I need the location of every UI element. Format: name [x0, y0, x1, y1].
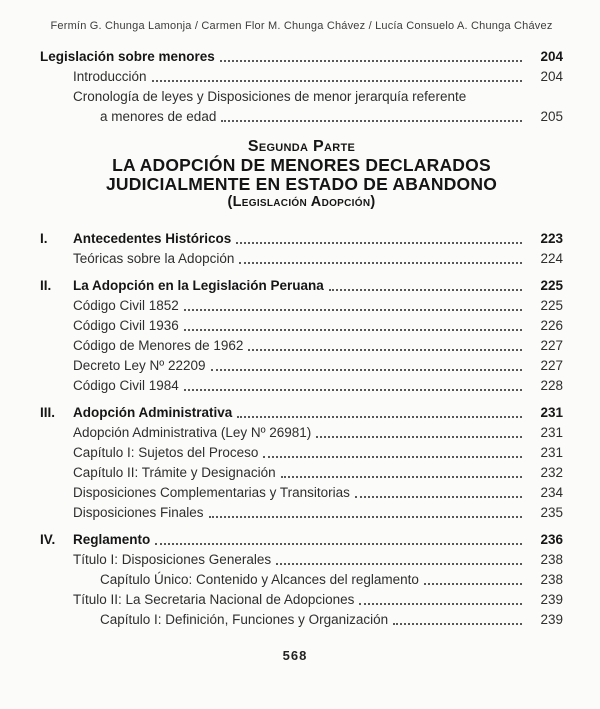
toc-entry — [40, 590, 563, 609]
toc-entry-title: Código Civil 1936 — [73, 318, 179, 333]
toc-entry-title: Adopción Administrativa (Ley Nº 26981) — [73, 425, 312, 440]
toc-entry-title: a menores de edad — [100, 109, 217, 124]
toc-entry-page: 228 — [540, 378, 563, 393]
toc-entry-page: 239 — [540, 592, 563, 607]
toc-entry-page: 227 — [540, 358, 563, 373]
toc-entry — [40, 249, 563, 268]
part-heading-title-line2: JUDICIALMENTE EN ESTADO DE ABANDONO — [105, 174, 498, 194]
toc-entry-page: 224 — [540, 251, 563, 266]
toc-entry — [40, 336, 563, 355]
toc-entry — [40, 47, 563, 66]
dot-leader — [276, 563, 522, 565]
toc-entry-title: La Adopción en la Legislación Peruana — [73, 278, 324, 293]
footer-page-number: 568 — [282, 648, 308, 663]
toc-entry — [40, 316, 563, 335]
toc-entry-title: Decreto Ley Nº 22209 — [73, 358, 206, 373]
dot-leader — [184, 329, 522, 331]
dot-leader — [393, 623, 522, 625]
part-heading-kicker: Segunda Parte — [247, 138, 356, 155]
dot-leader — [329, 289, 522, 291]
toc-entry — [40, 229, 563, 248]
dot-leader — [236, 242, 522, 244]
toc-entry-title: Disposiciones Complementarias y Transitorias — [73, 485, 350, 500]
running-header-authors: Fermín G. Chunga Lamonja / Carmen Flor M. Chunga Chávez / Lucía Consuelo A. Chunga Chávez — [50, 20, 553, 32]
toc-entry — [40, 443, 563, 462]
toc-entry-page: 204 — [540, 69, 563, 84]
toc-entry-title: Cronología de leyes y Disposiciones de menor jerarquía referente — [73, 89, 467, 104]
dot-leader — [263, 456, 522, 458]
part-heading-subtitle: (Legislación Adopción) — [227, 194, 376, 210]
toc-entry-number: II. — [40, 278, 52, 293]
toc-entry — [40, 550, 563, 569]
toc-entry — [40, 376, 563, 395]
toc-entry-title: Capítulo Único: Contenido y Alcances del reglamento — [100, 572, 419, 587]
dot-leader — [184, 389, 522, 391]
toc-entry-title: Capítulo I: Sujetos del Proceso — [73, 445, 259, 460]
toc-entry-title: Antecedentes Históricos — [73, 231, 232, 246]
toc-entry — [40, 403, 563, 422]
toc-entry — [40, 610, 563, 629]
dot-leader — [152, 80, 522, 82]
toc-entry — [40, 423, 563, 442]
toc-entry-page: 231 — [540, 425, 563, 440]
toc-entry — [40, 107, 563, 126]
toc-entry-title: Capítulo II: Trámite y Designación — [73, 465, 276, 480]
toc-entry-title: Disposiciones Finales — [73, 505, 204, 520]
dot-leader — [359, 603, 522, 605]
toc-entry-title: Título I: Disposiciones Generales — [73, 552, 272, 567]
toc-list-top — [40, 47, 563, 126]
toc-entry-title: Código Civil 1984 — [73, 378, 179, 393]
toc-entry-number: I. — [40, 231, 48, 246]
dot-leader — [239, 262, 522, 264]
toc-entry-title: Código Civil 1852 — [73, 298, 179, 313]
toc-entry — [40, 483, 563, 502]
toc-entry-page: 239 — [540, 612, 563, 627]
dot-leader — [184, 309, 522, 311]
toc-entry-page: 225 — [540, 278, 563, 293]
dot-leader — [211, 369, 522, 371]
toc-entry-page: 238 — [540, 572, 563, 587]
toc-entry — [40, 67, 563, 86]
toc-entry-title: Reglamento — [73, 532, 151, 547]
toc-entry-number: III. — [40, 405, 56, 420]
dot-leader — [209, 516, 522, 518]
toc-entry-page: 223 — [540, 231, 563, 246]
toc-entry-page: 204 — [540, 49, 563, 64]
dot-leader — [155, 543, 522, 545]
dot-leader — [281, 476, 522, 478]
dot-leader — [220, 60, 522, 62]
toc-entry — [40, 356, 563, 375]
toc-entry — [40, 463, 563, 482]
toc-entry-page: 236 — [540, 532, 563, 547]
dot-leader — [316, 436, 522, 438]
toc-entry — [40, 296, 563, 315]
toc-entry-title: Legislación sobre menores — [40, 49, 215, 64]
toc-entry — [40, 530, 563, 549]
toc-entry-page: 226 — [540, 318, 563, 333]
toc-entry-title: Título II: La Secretaria Nacional de Adopciones — [73, 592, 355, 607]
toc-entry — [40, 570, 563, 589]
toc-entry — [40, 276, 563, 295]
toc-entry-number: IV. — [40, 532, 56, 547]
toc-entry-page: 232 — [540, 465, 563, 480]
dot-leader — [355, 496, 522, 498]
part-heading — [40, 138, 563, 211]
toc-entry-title: Adopción Administrativa — [73, 405, 233, 420]
dot-leader — [248, 349, 522, 351]
toc-entry — [40, 503, 563, 522]
toc-entry-page: 231 — [540, 405, 563, 420]
part-heading-title-line1: LA ADOPCIÓN DE MENORES DECLARADOS — [112, 155, 491, 175]
toc-entry-page: 225 — [540, 298, 563, 313]
dot-leader — [237, 416, 522, 418]
dot-leader — [221, 120, 522, 122]
toc-entry-page: 235 — [540, 505, 563, 520]
toc-entry-title: Introducción — [73, 69, 147, 84]
toc-entry-title: Teóricas sobre la Adopción — [73, 251, 235, 266]
toc-list-main — [40, 229, 563, 629]
toc-entry-page: 238 — [540, 552, 563, 567]
toc-entry-page: 227 — [540, 338, 563, 353]
dot-leader — [424, 583, 522, 585]
toc-entry-title: Capítulo I: Definición, Funciones y Organización — [100, 612, 389, 627]
toc-entry-page: 234 — [540, 485, 563, 500]
toc-entry-page: 205 — [540, 109, 563, 124]
toc-entry-title: Código de Menores de 1962 — [73, 338, 244, 353]
toc-entry-page: 231 — [540, 445, 563, 460]
toc-entry — [40, 87, 563, 106]
